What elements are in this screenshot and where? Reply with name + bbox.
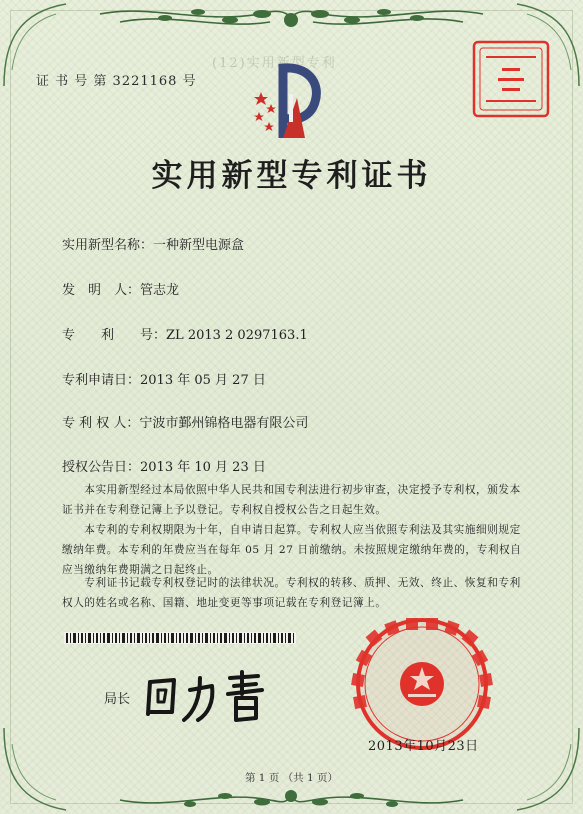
field-value: 管志龙 bbox=[140, 283, 180, 298]
field-label: 授权公告日： bbox=[62, 460, 141, 475]
official-seal-stamp bbox=[342, 612, 502, 752]
field-grant-date bbox=[62, 456, 266, 475]
field-label: 发 明 人： bbox=[62, 283, 141, 298]
page-footer: 第 1 页 （共 1 页） bbox=[244, 772, 339, 784]
field-utility-model-name bbox=[62, 234, 244, 253]
director-signature bbox=[138, 668, 278, 728]
seal-date: 2013年10月23日 bbox=[368, 739, 479, 754]
certificate-number-suffix: 号 bbox=[182, 74, 197, 89]
field-patent-number bbox=[62, 324, 308, 343]
paragraph-legal-status: 专利证书记载专利权登记时的法律状况。专利权的转移、质押、无效、终止、恢复和专利权人的姓名或名称、国籍、地址变更等事项记载在专利登记簿上。 bbox=[62, 577, 521, 609]
field-value: 2013 年 10 月 23 日 bbox=[140, 460, 266, 475]
certificate-number-label: 证 书 号 第 bbox=[36, 74, 108, 89]
paragraph-term-and-fees: 本专利的专利权期限为十年，自申请日起算。专利权人应当依照专利法及其实施细则规定缴纳年费。本专利的年费应当在每年 05 月 27 日前缴纳。未按照规定缴纳年费的，专利权自应当缴纳年费期满之日起终止。 bbox=[62, 524, 522, 576]
paragraph-grant-statement: 本实用新型经过本局依照中华人民共和国专利法进行初步审查，决定授予专利权，颁发本证书并在专利登记簿上予以登记。专利权自授权公告之日起生效。 bbox=[62, 484, 521, 516]
bottom-ornament bbox=[0, 766, 583, 814]
field-label: 专利申请日： bbox=[62, 373, 141, 388]
field-inventor bbox=[62, 279, 179, 298]
tax-seal-stamp bbox=[472, 40, 550, 118]
field-value: ZL 2013 2 0297163.1 bbox=[166, 328, 308, 343]
ghost-header-text: (12)实用新型专利 bbox=[212, 56, 337, 71]
field-label: 实用新型名称： bbox=[62, 238, 154, 253]
certificate-title: 实用新型专利证书 bbox=[151, 158, 432, 194]
field-value: 一种新型电源盒 bbox=[153, 238, 245, 253]
field-patentee bbox=[62, 412, 308, 431]
field-label: 专 利 号： bbox=[62, 328, 167, 343]
certificate-number bbox=[36, 70, 197, 89]
field-value: 2013 年 05 月 27 日 bbox=[140, 373, 266, 388]
barcode bbox=[64, 632, 296, 644]
field-value: 宁波市鄞州锦格电器有限公司 bbox=[139, 416, 309, 431]
director-label: 局长 bbox=[104, 692, 131, 707]
field-label: 专 利 权 人： bbox=[62, 416, 140, 431]
patent-office-emblem bbox=[245, 58, 325, 140]
field-application-date bbox=[62, 369, 266, 388]
certificate-number-value: 3221168 bbox=[112, 74, 178, 89]
